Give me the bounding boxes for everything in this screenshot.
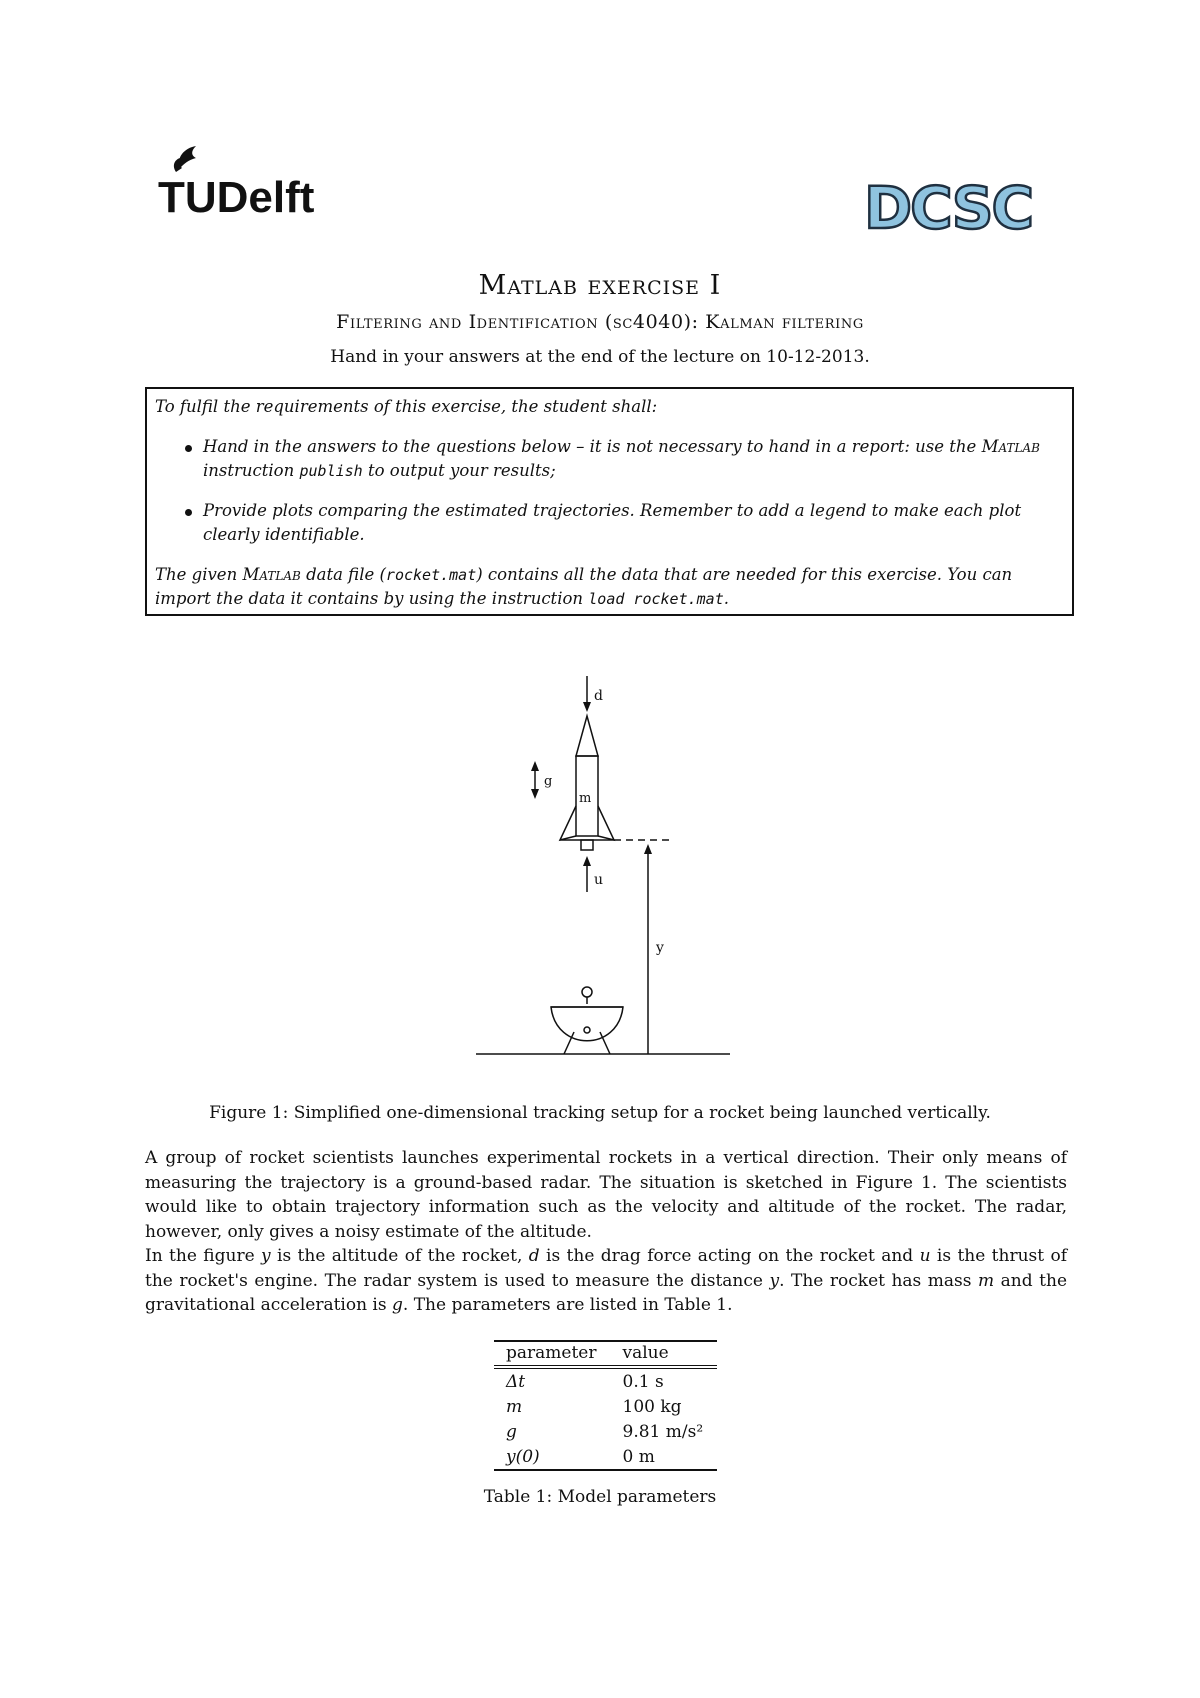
table-caption: Table 1: Model parameters: [483, 1487, 717, 1507]
label-g: g: [544, 774, 553, 789]
label-y: y: [656, 940, 664, 956]
load-code: load rocket.mat: [588, 590, 724, 608]
table-header-row: [494, 1341, 717, 1367]
bullet-icon: [185, 445, 192, 452]
p2-text: is the drag force acting on the rocket and: [539, 1246, 920, 1266]
bullet-icon: [185, 509, 192, 516]
handin-note: Hand in your answers at the end of the lecture on 10-12-2013.: [330, 347, 870, 367]
outro-pre: The given: [155, 565, 243, 584]
table-cell-value: 100 kg: [622, 1397, 682, 1417]
table-cell-param: m: [506, 1397, 523, 1417]
var-d: d: [528, 1246, 540, 1266]
p2-text: . The rocket has mass: [779, 1270, 979, 1291]
paragraph-2: [145, 1244, 1067, 1318]
tudelft-logo-text: TUDelft: [158, 173, 315, 222]
var-y: y: [769, 1270, 780, 1291]
requirements-intro: To fulfil the requirements of this exercise, the student shall:: [155, 397, 658, 416]
var-m: m: [978, 1270, 995, 1291]
outro-post: .: [723, 589, 729, 608]
var-u: u: [919, 1246, 931, 1266]
var-y: y: [261, 1246, 271, 1266]
dcsc-logo-text: DCSC: [864, 176, 1033, 238]
tudelft-logo: [158, 140, 348, 230]
rocket-mat-code: rocket.mat: [385, 566, 477, 584]
parameter-table: [494, 1340, 717, 1471]
table-header-parameter: parameter: [494, 1341, 611, 1367]
matlab-word: Matlab: [981, 437, 1040, 456]
table-cell-param: Δt: [506, 1372, 526, 1392]
table-row: [494, 1367, 717, 1394]
table-row: [494, 1394, 717, 1419]
p2-text: and the gravitational acceleration is: [145, 1270, 1067, 1315]
table-cell-param: y(0): [494, 1444, 611, 1470]
page-title: Matlab exercise I: [478, 270, 722, 301]
p2-text: In the figure: [145, 1246, 262, 1266]
label-d: d: [594, 688, 603, 704]
requirements-box: [145, 387, 1074, 616]
var-g: g: [392, 1295, 403, 1315]
table-cell-value: 0 m: [611, 1444, 718, 1470]
rocket-figure: [460, 672, 740, 1072]
label-u: u: [594, 872, 604, 888]
dcsc-logo: [864, 176, 1060, 238]
p2-text: is the altitude of the rocket,: [270, 1246, 529, 1266]
publish-code: publish: [299, 462, 363, 480]
p2-text: . The parameters are listed in Table 1.: [402, 1295, 733, 1315]
table-cell-value: 0.1 s: [622, 1372, 664, 1392]
table-header-value: value: [611, 1341, 718, 1367]
table-row: [494, 1419, 717, 1444]
bullet1-text: Hand in the answers to the questions below – it is not necessary to hand in a report: use the: [203, 437, 982, 456]
requirements-outro: [155, 563, 1069, 611]
bullet1-mid: instruction: [203, 461, 300, 480]
table-cell-param: g: [506, 1422, 517, 1442]
table-cell-value: 9.81 m/s²: [622, 1422, 704, 1442]
bullet1-post: to output your results;: [362, 461, 556, 480]
outro-mid2: ) contains all the data that are needed for this exercise. You can import the data it contains by using the instruction: [155, 565, 1013, 608]
page-subtitle: Filtering and Identification (sc4040): Kalman filtering: [336, 311, 864, 333]
outro-mid1: data file (: [300, 565, 386, 584]
matlab-word: Matlab: [242, 565, 301, 584]
requirement-bullet-2: Provide plots comparing the estimated trajectories. Remember to add a legend to make each plot clearly identifiable.: [203, 501, 1022, 544]
figure-caption: Figure 1: Simplified one-dimensional tracking setup for a rocket being launched vertically.: [209, 1103, 991, 1123]
requirement-bullet-1: [203, 435, 1069, 483]
table-row: [494, 1444, 717, 1470]
body-paragraph: [145, 1146, 1067, 1318]
paragraph-1: A group of rocket scientists launches experimental rockets in a vertical direction. Their only means of measuring the trajectory is a ground-based radar. The situation is sketched in Figure 1. The scientists would like to obtain trajectory information such as the velocity and altitude of the rocket. The radar, however, only gives a noisy estimate of the altitude.: [145, 1148, 1067, 1242]
p2-text: is the thrust of the rocket's engine. The radar system is used to measure the distance: [145, 1246, 1067, 1291]
label-m: m: [579, 791, 592, 806]
